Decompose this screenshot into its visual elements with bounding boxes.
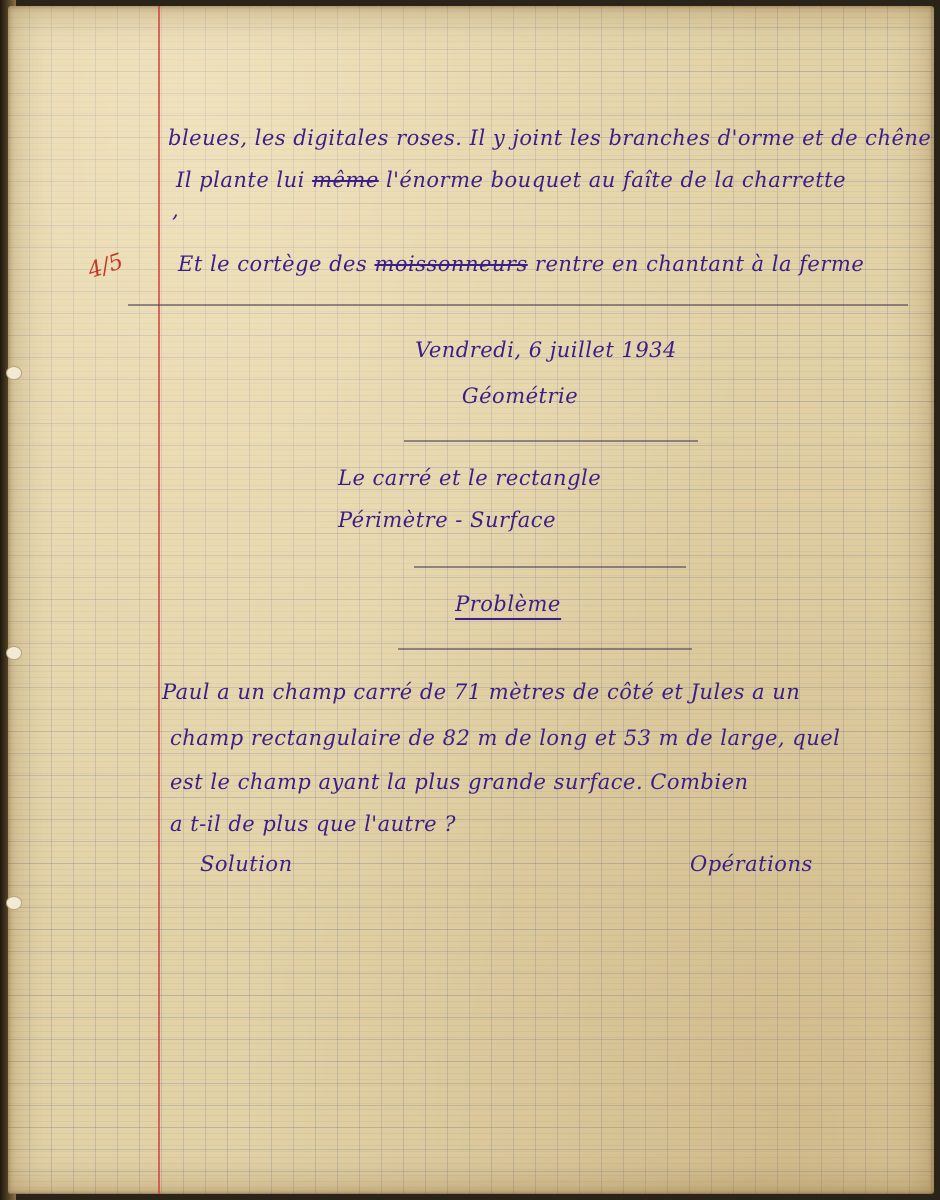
red-margin-line (158, 6, 160, 1194)
binding-stitch (6, 646, 22, 660)
solution-label: Solution (200, 852, 293, 876)
problem-heading-text: Problème (455, 592, 561, 620)
lesson-divider (414, 566, 686, 568)
binding-stitch (6, 366, 22, 380)
problem-heading (455, 592, 561, 616)
problem-line-2: champ rectangulaire de 82 m de long et 53 m de large, quel (170, 726, 841, 750)
section-divider (128, 304, 908, 306)
operations-label: Opérations (690, 852, 813, 876)
text-line-4 (178, 252, 864, 276)
grade-mark: 4/5 (85, 249, 127, 284)
subject-heading: Géométrie (461, 384, 579, 408)
lesson-title: Le carré et le rectangle (338, 466, 602, 490)
problem-line-3: est le champ ayant la plus grande surface. Combien (170, 770, 749, 794)
problem-line-4: a t-il de plus que l'autre ? (170, 812, 456, 836)
problem-line-1: Paul a un champ carré de 71 mètres de côté et Jules a un (162, 680, 801, 704)
date-heading: Vendredi, 6 juillet 1934 (415, 338, 677, 362)
text-line-1: bleues, les digitales roses. Il y joint les branches d'orme et de chêne (168, 126, 932, 150)
text-line-2-end: l'énorme bouquet au faîte de la charrette (378, 168, 847, 192)
text-line-4-end: rentre en chantant à la ferme (527, 252, 865, 276)
text-line-2 (176, 168, 846, 192)
struck-word: moissonneurs (374, 252, 528, 276)
lesson-subtitle: Périmètre - Surface (338, 508, 556, 532)
text-line-4-start: Et le cortège des (178, 252, 375, 276)
heading-divider (404, 440, 698, 442)
text-line-3: , (172, 198, 180, 222)
binding-stitch (6, 896, 22, 910)
problem-divider (398, 648, 692, 650)
struck-word: même (312, 168, 379, 192)
text-line-2-start: Il plante lui (176, 168, 313, 192)
